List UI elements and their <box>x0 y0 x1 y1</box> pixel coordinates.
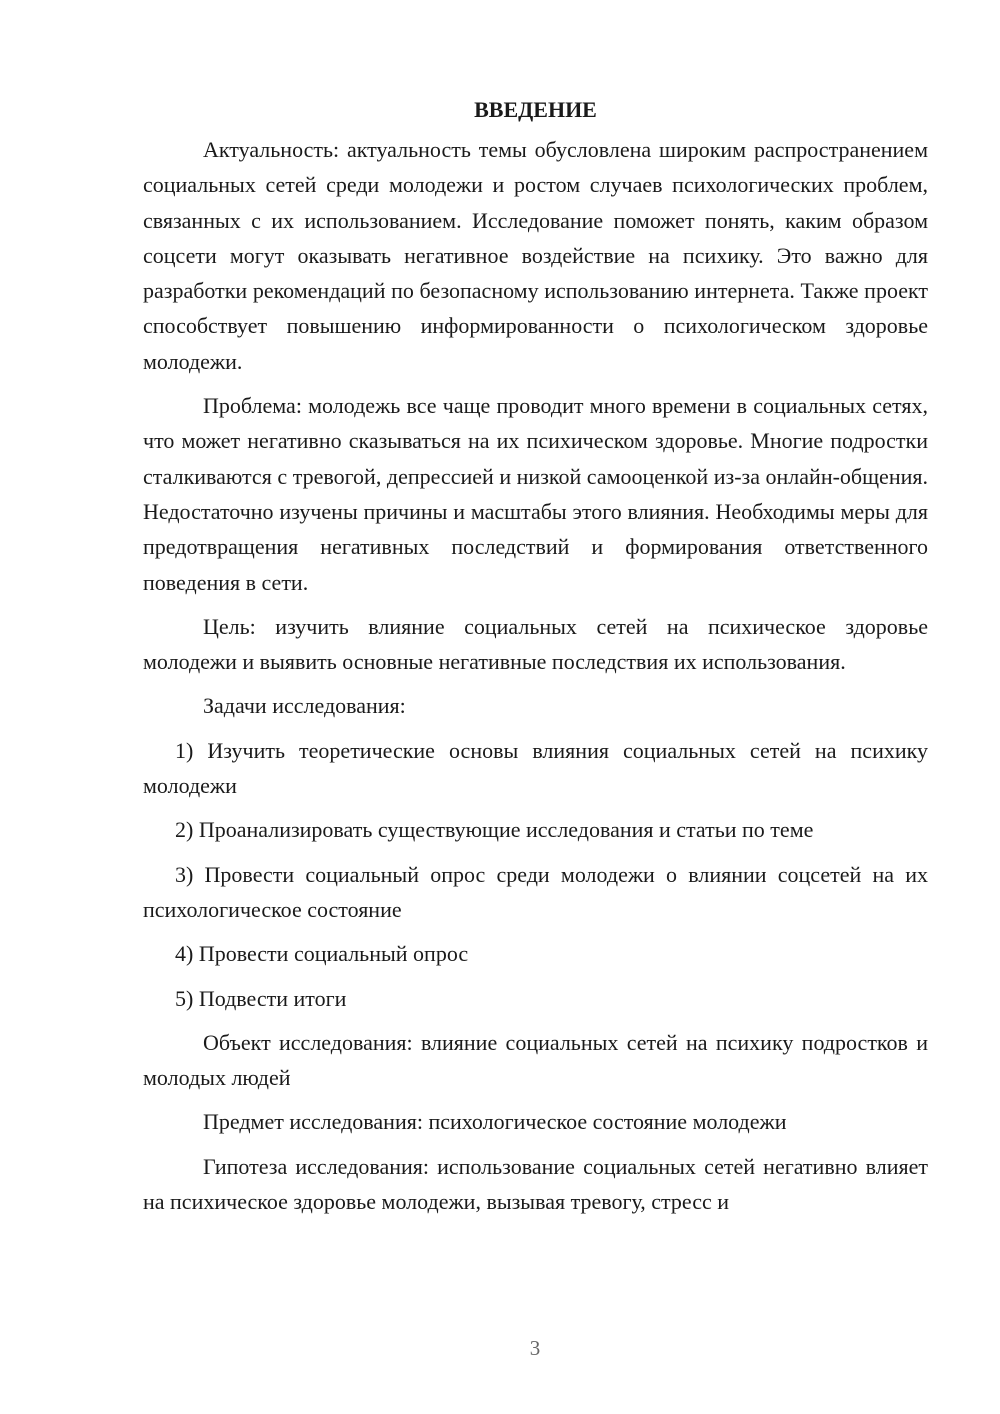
goal-paragraph: Цель: изучить влияние социальных сетей на психическое здоровье молодежи и выявить основные негативные последствия их использования. <box>143 613 928 675</box>
task-item-4: 4) Провести социальный опрос <box>175 941 469 967</box>
relevance-paragraph: Актуальность: актуальность темы обусловлена широким распространением социальных сетей среди молодежи и ростом случаев психологических проблем, связанных с их использованием. Исследование поможет понять, каким образом соцсети могут оказывать негативное воздействие на психику. Это важно для разработки рекомендаций по безопасному использованию интернета. Также проект способствует повышению информированности о психологическом здоровье молодежи. <box>143 137 928 374</box>
object-paragraph: Объект исследования: влияние социальных сетей на психику подростков и молодых людей <box>143 1029 928 1091</box>
task-item-2: 2) Проанализировать существующие исследования и статьи по теме <box>175 817 814 843</box>
problem-paragraph: Проблема: молодежь все чаще проводит много времени в социальных сетях, что может негативно сказываться на их психическом здоровье. Многие подростки сталкиваются с тревогой, депрессией и низкой самооценкой из-за онлайн-общения. Недостаточно изучены причины и масштабы этого влияния. Необходимы меры для предотвращения негативных последствий и формирования ответственного поведения в сети. <box>143 393 928 595</box>
hypothesis-paragraph: Гипотеза исследования: использование социальных сетей негативно влияет на психическое здоровье молодежи, вызывая тревогу, стресс и <box>143 1153 928 1215</box>
task-item-1: 1) Изучить теоретические основы влияния социальных сетей на психику молодежи <box>143 737 928 799</box>
subject-paragraph: Предмет исследования: психологическое состояние молодежи <box>203 1109 787 1135</box>
task-item-3: 3) Провести социальный опрос среди молодежи о влиянии соцсетей на их психологическое состояние <box>143 861 928 922</box>
page-content <box>143 96 928 1228</box>
section-heading: ВВЕДЕНИЕ <box>474 97 597 122</box>
tasks-heading: Задачи исследования: <box>203 693 406 719</box>
task-item-5: 5) Подвести итоги <box>175 985 347 1011</box>
page-number: 3 <box>529 1336 541 1360</box>
